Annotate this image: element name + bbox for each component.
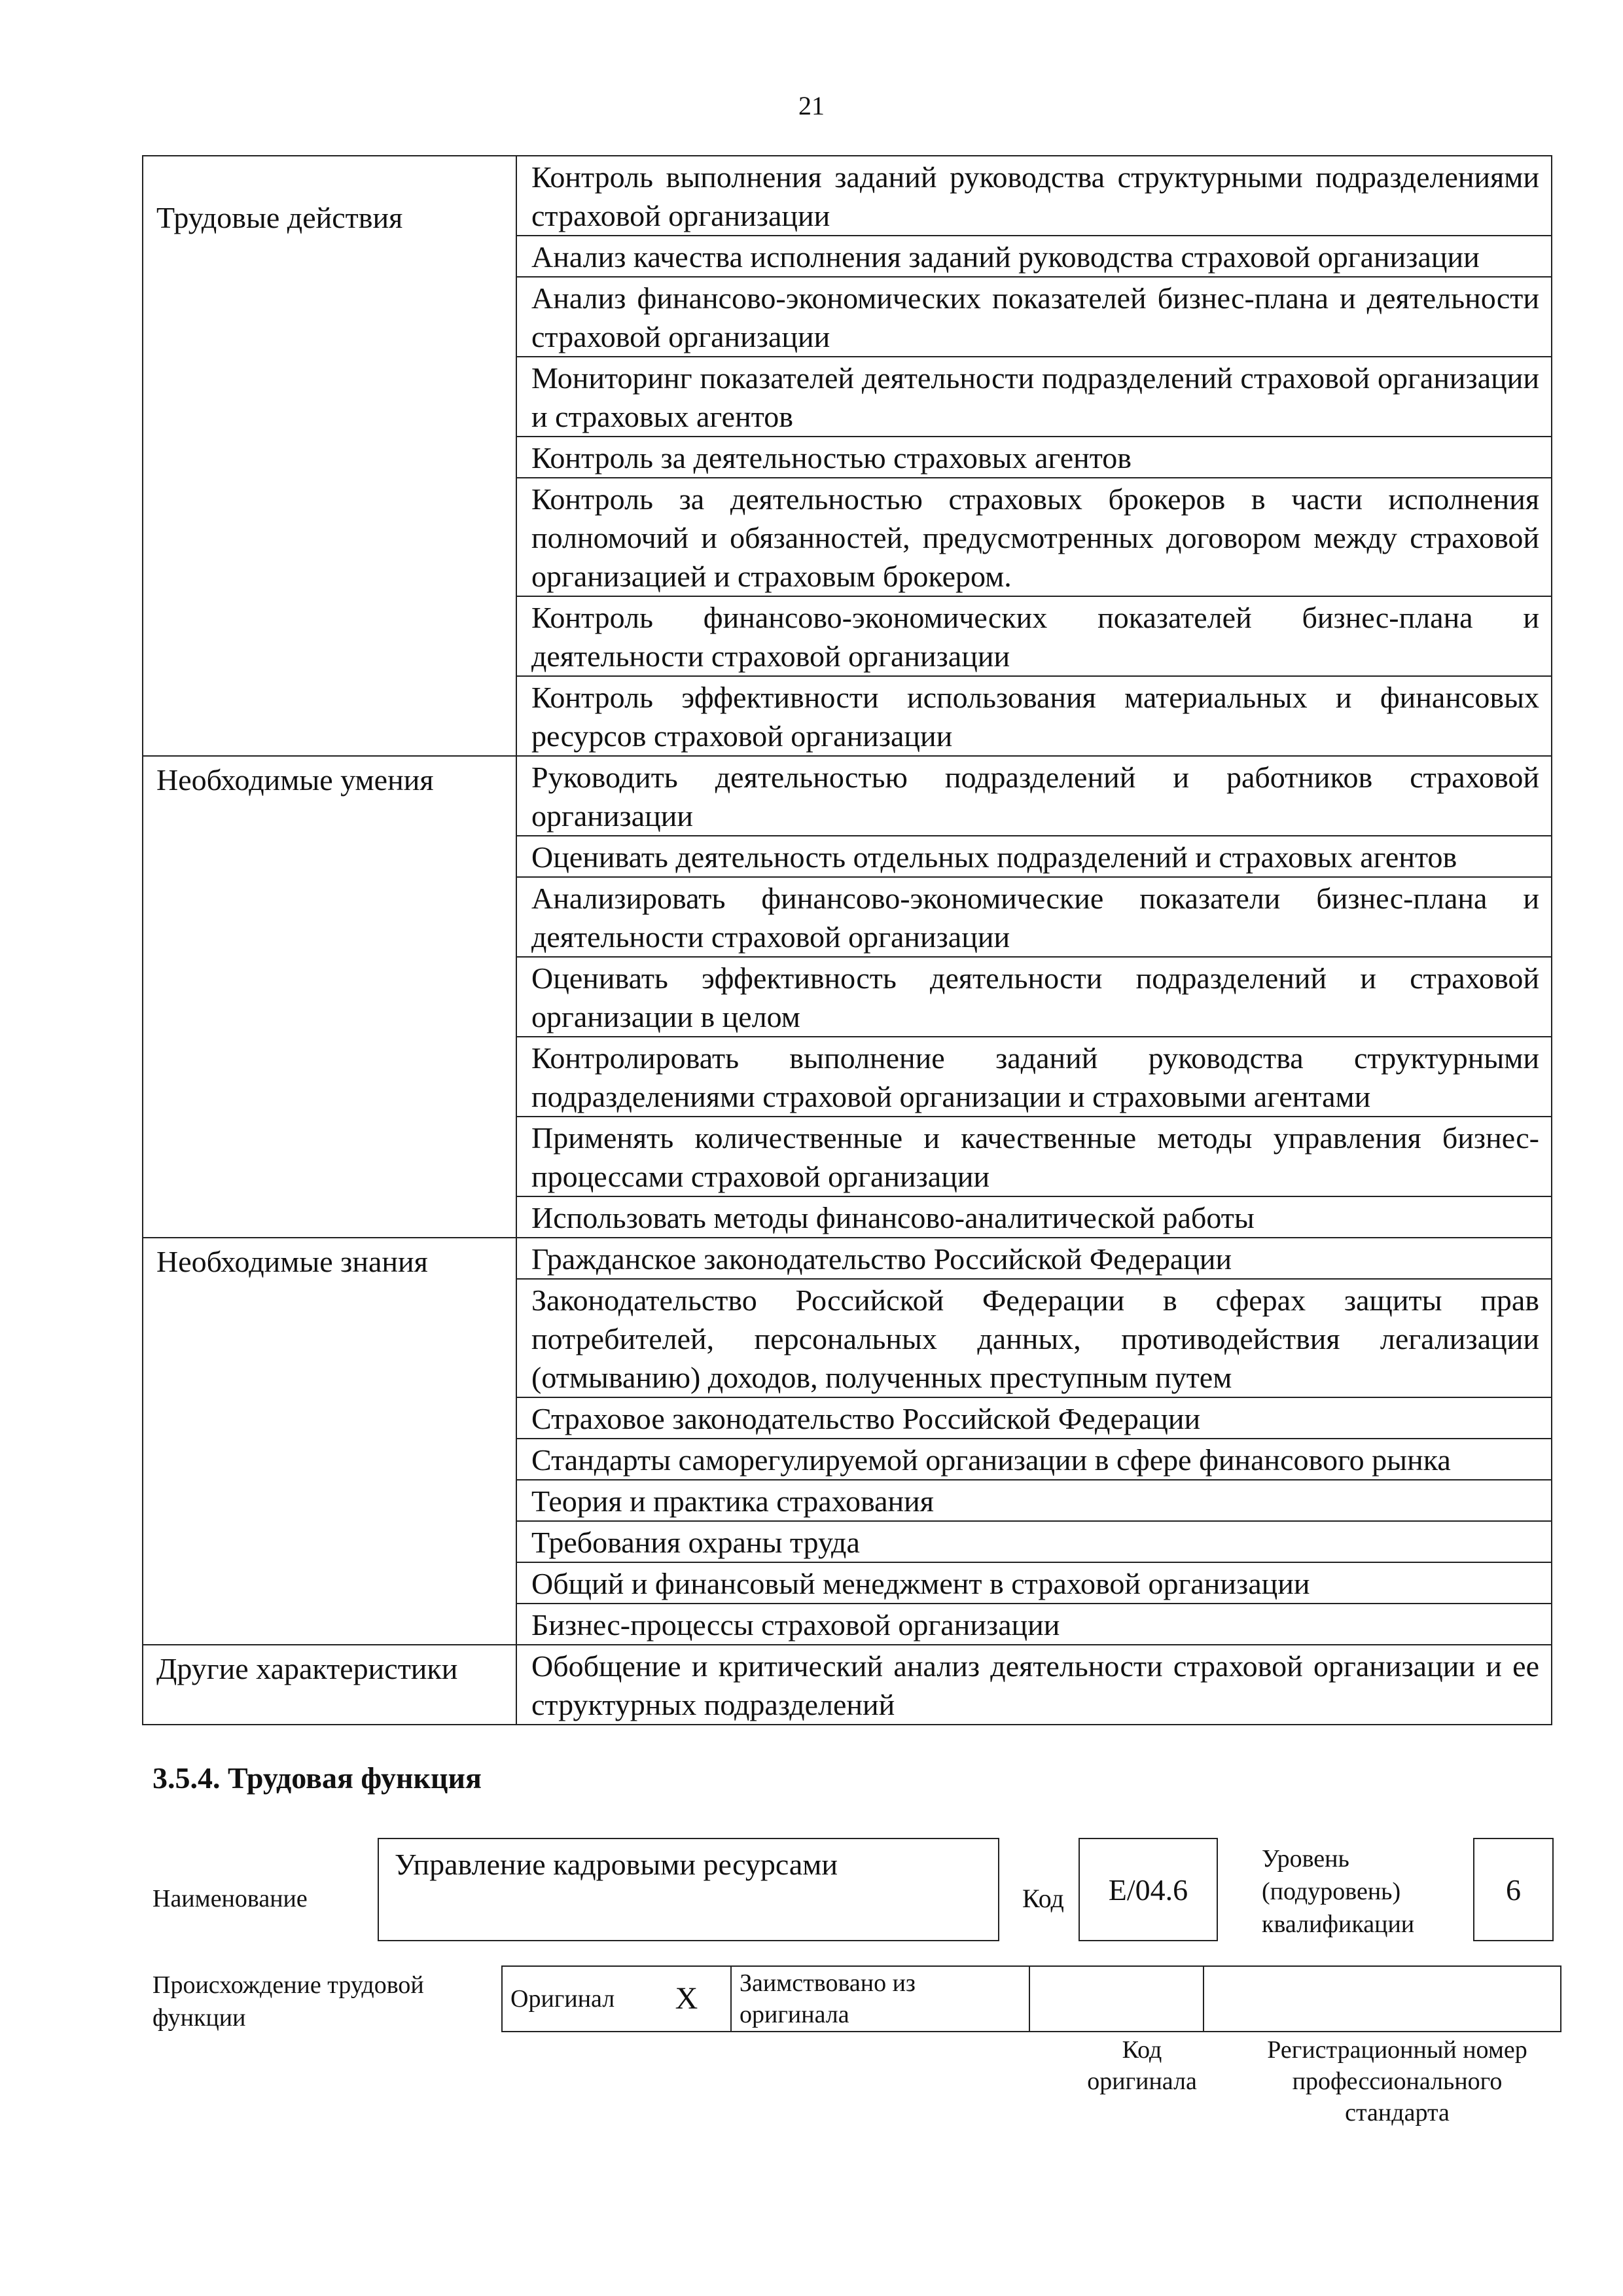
table-row <box>143 1238 1552 1279</box>
section-item: Мониторинг показателей деятельности подразделений страховой организации и страховых агентов <box>516 357 1552 437</box>
registration-number-cell <box>1204 1966 1561 2032</box>
section-heading: 3.5.4. Трудовая функция <box>152 1761 482 1795</box>
borrowed-label-line-1: Заимствовано из <box>740 1969 916 1997</box>
borrowed-label-line-2: оригинала <box>740 2001 849 2028</box>
section-item: Контроль финансово-экономических показателей бизнес-плана и деятельности страховой организации <box>516 596 1552 676</box>
table-row <box>143 756 1552 836</box>
section-label: Необходимые умения <box>143 756 516 1238</box>
section-item: Контролировать выполнение заданий руководства структурными подразделениями страховой организации и страховыми агентами <box>516 1037 1552 1117</box>
origin-label-line-2: функции <box>152 2004 246 2032</box>
section-item: Контроль выполнения заданий руководства структурными подразделениями страховой организации <box>516 156 1552 236</box>
reg-caption-line-1: Регистрационный номер <box>1267 2036 1527 2064</box>
code-box <box>1079 1838 1218 1941</box>
section-item: Гражданское законодательство Российской Федерации <box>516 1238 1552 1279</box>
code-value: E/04.6 <box>1108 1873 1188 1907</box>
level-label <box>1262 1842 1414 1941</box>
function-name-box <box>378 1838 999 1941</box>
origin-label <box>152 1969 424 2034</box>
section-item: Общий и финансовый менеджмент в страховой организации <box>516 1562 1552 1604</box>
section-item: Анализ качества исполнения заданий руководства страховой организации <box>516 236 1552 277</box>
section-label: Трудовые действия <box>143 156 516 756</box>
name-label: Наименование <box>152 1885 308 1912</box>
reg-caption-line-3: стандарта <box>1345 2099 1450 2126</box>
section-item: Оценивать деятельность отдельных подразделений и страховых агентов <box>516 836 1552 877</box>
code-original-cell <box>1029 1966 1204 2032</box>
section-item: Контроль за деятельностью страховых брокеров в части исполнения полномочий и обязанностей, предусмотренных договором между страховой организацией и страховым брокером. <box>516 478 1552 596</box>
section-item: Оценивать эффективность деятельности подразделений и страховой организации в целом <box>516 957 1552 1037</box>
labor-function-table <box>142 155 1552 1725</box>
section-item: Контроль эффективности использования материальных и финансовых ресурсов страховой организации <box>516 676 1552 756</box>
original-mark: X <box>675 1981 698 2016</box>
section-item: Требования охраны труда <box>516 1521 1552 1562</box>
original-label: Оригинал <box>510 1985 615 2013</box>
section-item: Анализировать финансово-экономические показатели бизнес-плана и деятельности страховой организации <box>516 877 1552 957</box>
section-item: Применять количественные и качественные методы управления бизнес-процессами страховой организации <box>516 1117 1552 1196</box>
table-row <box>143 1645 1552 1725</box>
level-box <box>1473 1838 1554 1941</box>
section-item: Законодательство Российской Федерации в сферах защиты прав потребителей, персональных данных, противодействия легализации (отмыванию) доходов, полученных преступным путем <box>516 1279 1552 1397</box>
reg-caption-line-2: профессионального <box>1292 2068 1503 2095</box>
section-item: Руководить деятельностью подразделений и работников страховой организации <box>516 756 1552 836</box>
original-cell <box>502 1966 643 2032</box>
section-label: Другие характеристики <box>143 1645 516 1725</box>
table-row <box>143 156 1552 236</box>
code-caption-line-2: оригинала <box>1087 2068 1197 2095</box>
origin-label-line-1: Происхождение трудовой <box>152 1971 424 1999</box>
section-item: Анализ финансово-экономических показателей бизнес-плана и деятельности страховой организации <box>516 277 1552 357</box>
section-label: Необходимые знания <box>143 1238 516 1645</box>
origin-table <box>501 1965 1561 2032</box>
code-label: Код <box>1022 1884 1064 1913</box>
section-item: Страховое законодательство Российской Федерации <box>516 1397 1552 1439</box>
section-item: Обобщение и критический анализ деятельности страховой организации и ее структурных подразделений <box>516 1645 1552 1725</box>
table-body <box>143 156 1552 1725</box>
registration-caption <box>1214 2034 1580 2128</box>
section-item: Использовать методы финансово-аналитической работы <box>516 1196 1552 1238</box>
section-item: Бизнес-процессы страховой организации <box>516 1604 1552 1645</box>
level-label-line-3: квалификации <box>1262 1910 1415 1938</box>
borrowed-cell <box>731 1966 1029 2032</box>
original-mark-cell <box>643 1966 731 2032</box>
code-original-caption <box>1047 2034 1237 2097</box>
section-item: Контроль за деятельностью страховых агентов <box>516 437 1552 478</box>
page-number: 21 <box>798 91 825 120</box>
section-item: Стандарты саморегулируемой организации в сфере финансового рынка <box>516 1439 1552 1480</box>
level-value: 6 <box>1506 1873 1521 1907</box>
level-label-line-1: Уровень <box>1262 1845 1349 1873</box>
level-label-line-2: (подуровень) <box>1262 1878 1401 1905</box>
code-caption-line-1: Код <box>1122 2036 1162 2064</box>
function-name-value: Управление кадровыми ресурсами <box>395 1848 838 1881</box>
section-item: Теория и практика страхования <box>516 1480 1552 1521</box>
